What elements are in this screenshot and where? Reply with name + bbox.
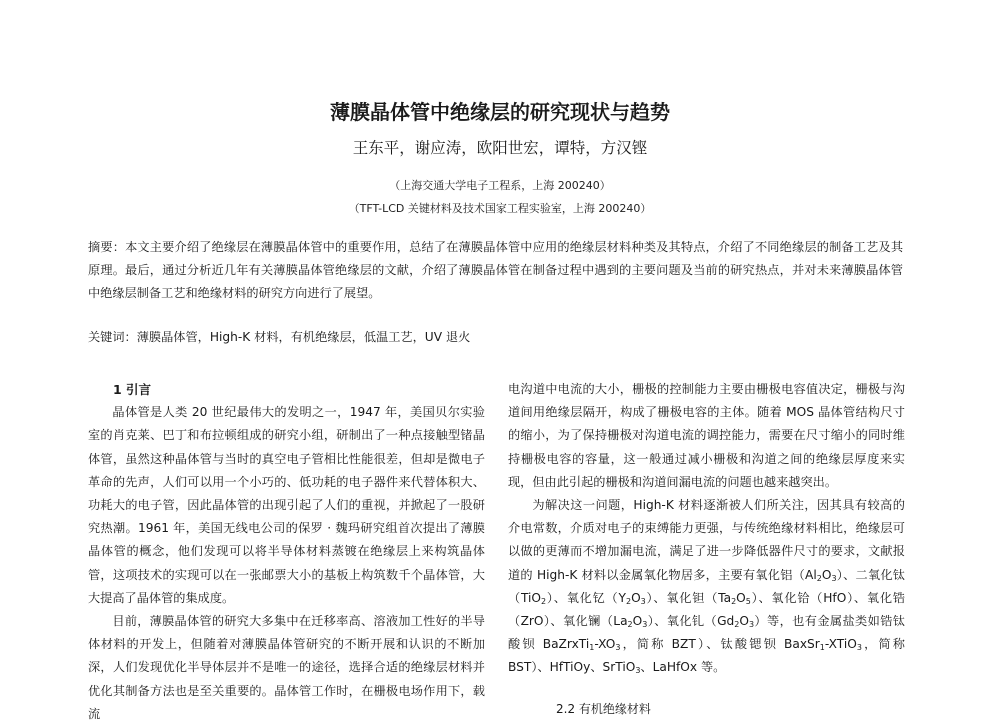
- paper-title: 薄膜晶体管中绝缘层的研究现状与趋势: [330, 100, 670, 124]
- author-list: 王东平，谢应涛，欧阳世宏，谭特，方汉铿: [352, 139, 648, 157]
- keywords: [88, 326, 903, 349]
- left-column: [88, 378, 485, 726]
- abstract-label: 摘要：: [88, 240, 126, 254]
- abstract: [88, 236, 903, 305]
- section-heading-intro: 1 引言: [113, 382, 152, 397]
- affiliation-2: （TFT-LCD 关键材料及技术国家工程实验室，上海 200240）: [348, 202, 652, 215]
- keywords-text: 薄膜晶体管，High-K 材料，有机绝缘层，低温工艺，UV 退火: [136, 330, 471, 344]
- body-paragraph-2: 为解决这一问题，High-K 材料逐渐被人们所关注，因其具有较高的介电常数，介质对电子的束缚能力更强，与传统绝缘材料相比，绝缘层可以做的更薄而不增加漏电流，满足了进一步降低器件尺寸的要求，文献报道的 High-K 材料以金属氧化物居多，主要有氧化铝$(Al_2O_3)$、二氧化钛（TiO$_2$）、氧化钇$(Y_2O_3)$、氧化钽$(Ta_2O_5)$、氧化铪（HfO）、氧化锆（ZrO）、氧化镧$(La_2O_3)$、氧化钆$(Gd_2O_3)$等，也有金属盐类如锆钛酸钡 $BaZrxTi_1-XO_3$，简称 BZT）、钛酸锶钡 BaxSr$_1$-XTiO$_3$，简称 BST）、HfTiOy、SrTiO$_3$、LaHfOx 等。: [508, 498, 905, 676]
- subsection-heading-organic: 2.2 有机绝缘材料: [556, 701, 651, 716]
- intro-paragraph-1: 晶体管是人类 20 世纪最伟大的发明之一，1947 年，美国贝尔实验室的肖克莱、巴丁和布拉顿组成的研究小组，研制出了一种点接触型锗晶体管，虽然这种晶体管与当时的真空电子管相比性能很差，但却是微电子革命的先声，人们可以用一个小巧的、低功耗的电子器件来代替体积大、功耗大的电子管，因此晶体管的出现引起了人们的重视，并掀起了一股研究热潮。1961 年，美国无线电公司的保罗 · 魏玛研究组首次提出了薄膜晶体管的概念，他们发现可以将半导体材料蒸镀在绝缘层上来构筑晶体管，这项技术的实现可以在一张邮票大小的基板上构筑数千个晶体管，大大提高了晶体管的集成度。: [88, 405, 485, 605]
- keywords-label: 关键词：: [88, 330, 137, 344]
- body-paragraph-1: 电沟道中电流的大小，栅极的控制能力主要由栅极电容值决定，栅极与沟道间用绝缘层隔开，构成了栅极电容的主体。随着 MOS 晶体管结构尺寸的缩小，为了保持栅极对沟道电流的调控能力，需要在尺寸缩小的同时维持栅极电容的容量，这一般通过减小栅极和沟道之间的绝缘层厚度来实现，但由此引起的栅极和沟道间漏电流的问题也越来越突出。: [508, 382, 905, 489]
- abstract-text: 本文主要介绍了绝缘层在薄膜晶体管中的重要作用，总结了在薄膜晶体管中应用的绝缘层材料种类及其特点，介绍了不同绝缘层的制备工艺及其原理。最后，通过分析近几年有关薄膜晶体管绝缘层的文献，介绍了薄膜晶体管在制备过程中遇到的主要问题及当前的研究热点，并对未来薄膜晶体管中绝缘层制备工艺和绝缘材料的研究方向进行了展望。: [88, 240, 904, 300]
- right-column: [508, 378, 905, 721]
- intro-paragraph-2: 目前，薄膜晶体管的研究大多集中在迁移率高、溶液加工性好的半导体材料的开发上，但随着对薄膜晶体管研究的不断开展和认识的不断加深，人们发现优化半导体层并不是唯一的途径，选择合适的绝缘层材料并优化其制备方法也是至关重要的。晶体管工作时，在栅极电场作用下，载流: [88, 614, 485, 721]
- affiliation-1: （上海交通大学电子工程系，上海 200240）: [389, 179, 611, 192]
